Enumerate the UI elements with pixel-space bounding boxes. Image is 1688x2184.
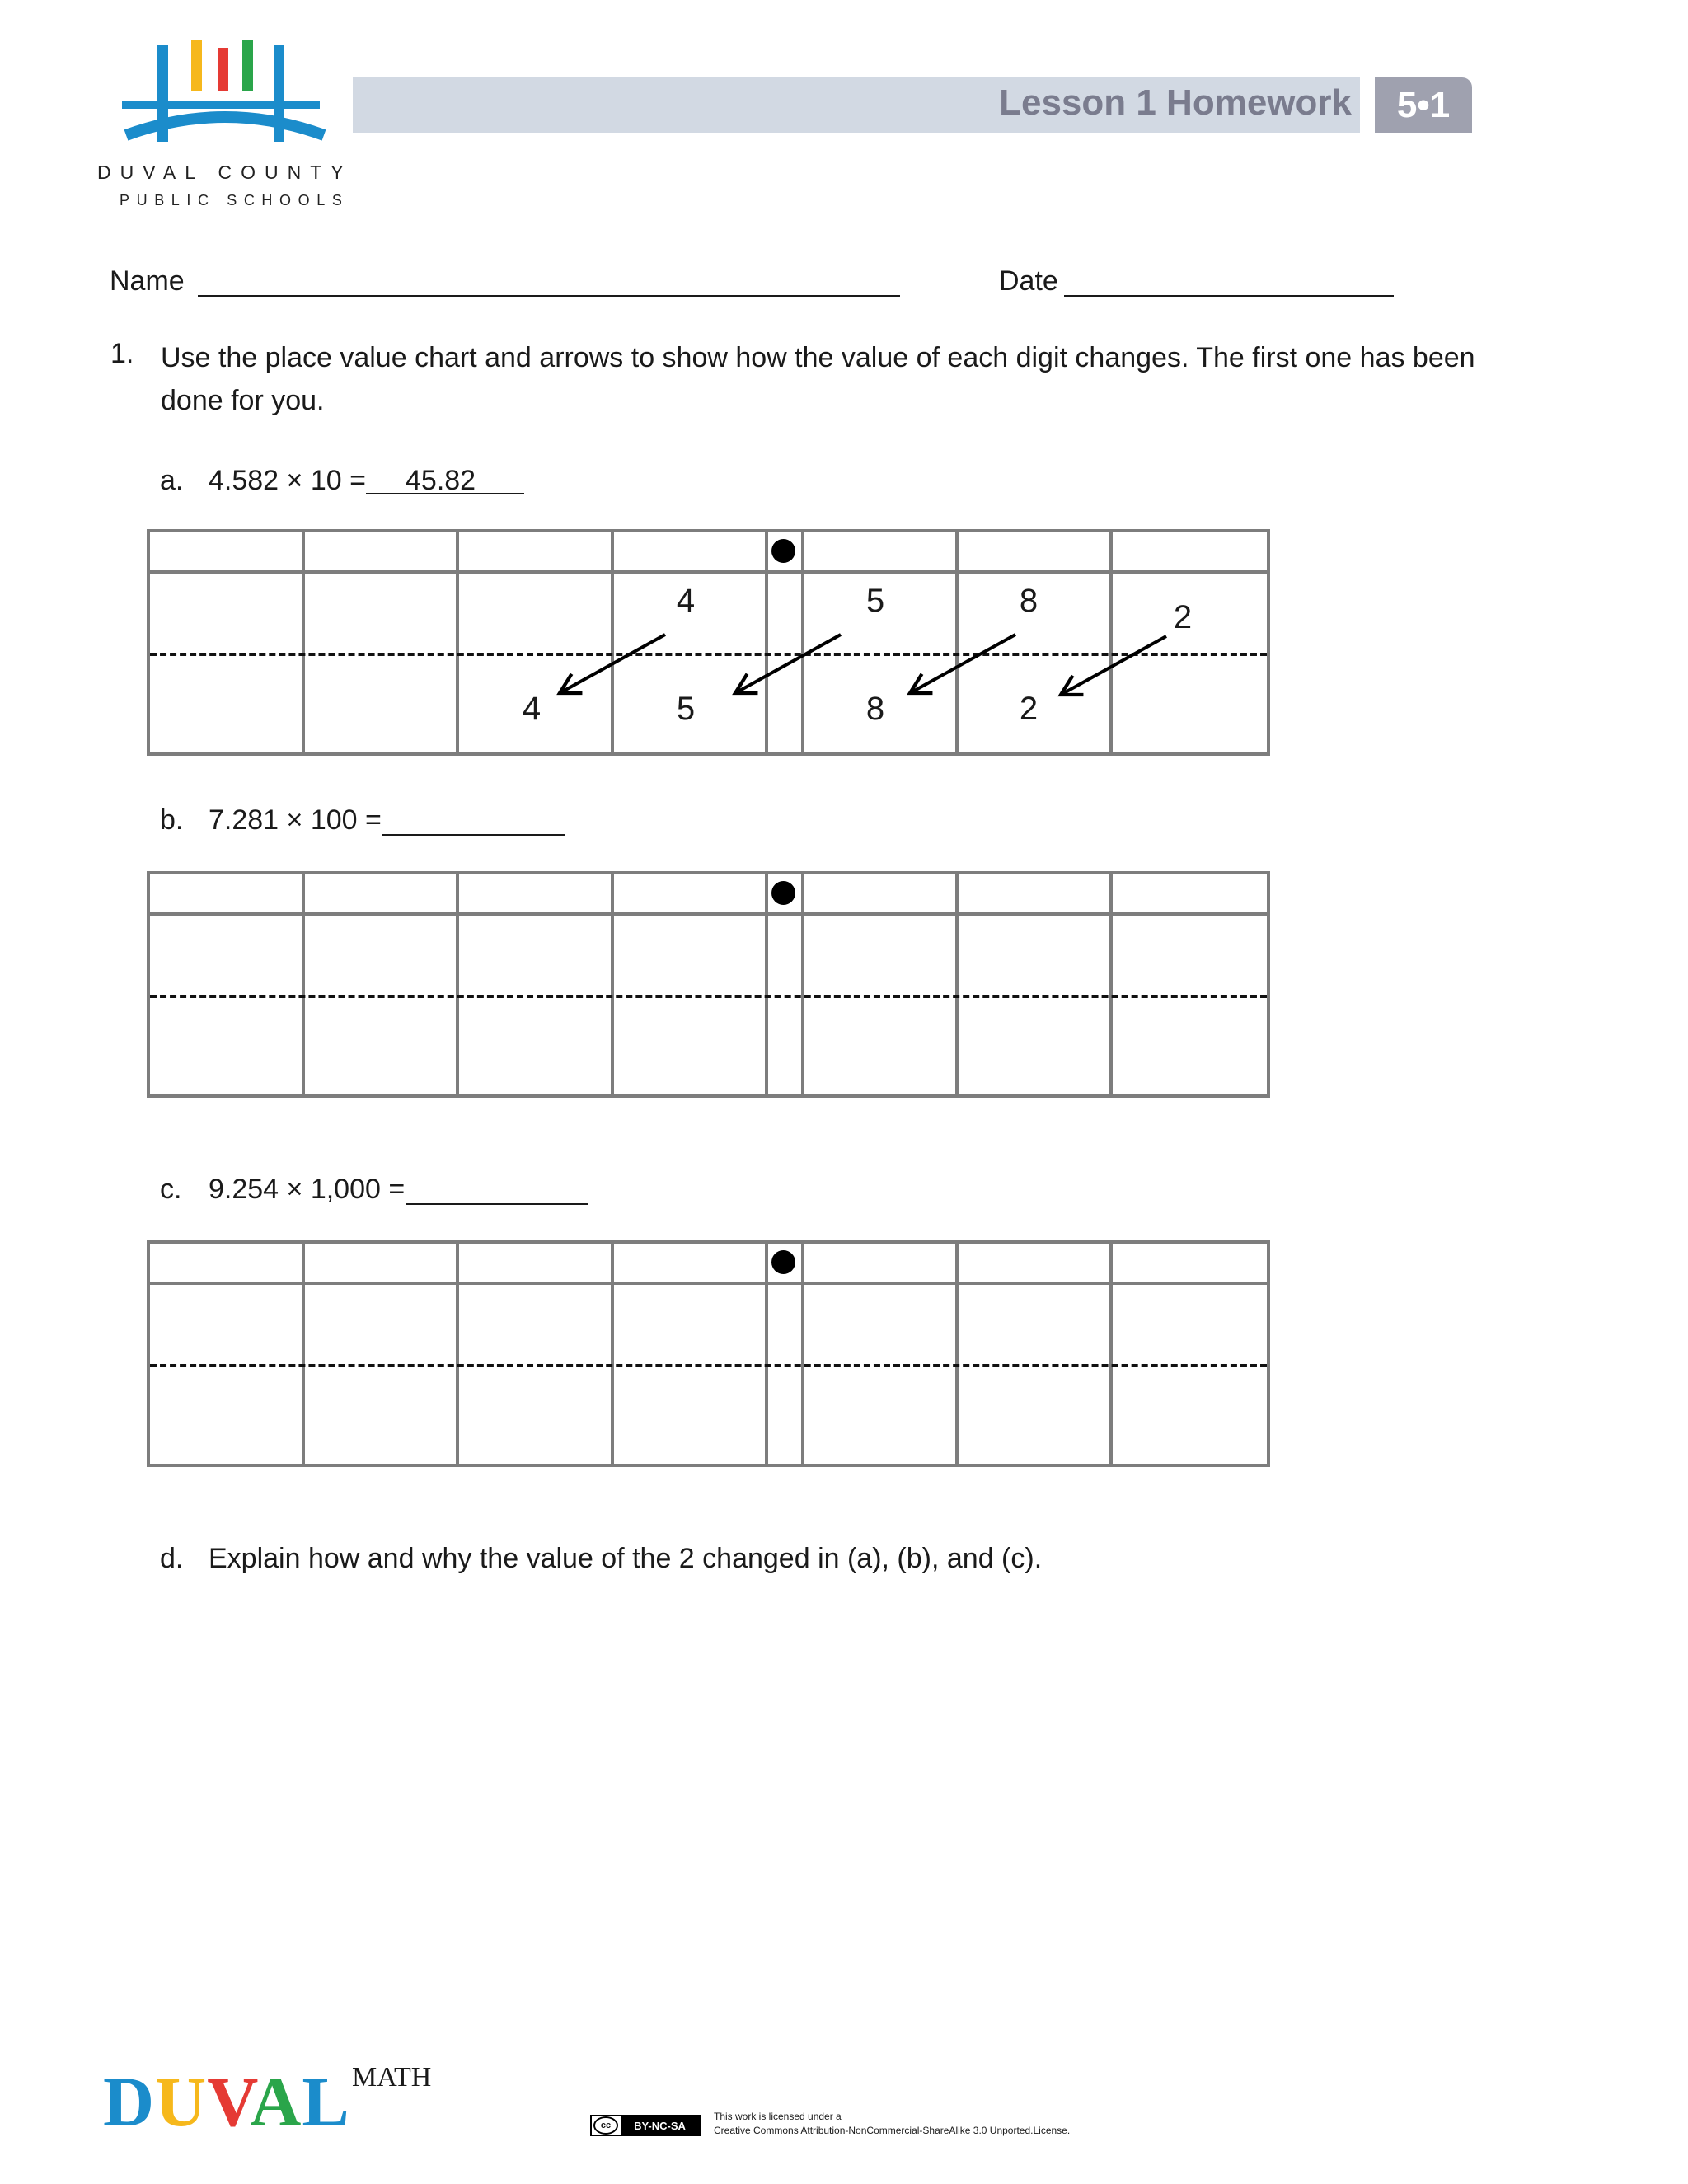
district-logo [122, 35, 328, 150]
place-value-chart-a [147, 529, 1270, 756]
duval-letter: V [207, 2062, 251, 2141]
part-c-answer-field[interactable] [406, 1203, 588, 1205]
cc-license-badge[interactable] [590, 2115, 701, 2136]
arrow-icon [910, 635, 1015, 693]
shift-arrows [150, 532, 1267, 752]
part-d-letter: d. [160, 1543, 184, 1574]
part-a-expression: 4.582 × 10 = [209, 465, 366, 496]
part-d-answer-area[interactable] [160, 1599, 1479, 1994]
part-c-letter: c. [160, 1174, 182, 1205]
question-text: Use the place value chart and arrows to show how the value of each digit changes. The first one has been done for you. [161, 342, 1475, 416]
org-subname: PUBLIC SCHOOLS [120, 192, 349, 209]
name-field[interactable] [198, 295, 900, 297]
original-digit: 5 [865, 583, 885, 619]
org-name: DUVAL COUNTY [97, 162, 353, 183]
license-text-line2[interactable]: Creative Commons Attribution-NonCommercial-ShareAlike 3.0 Unported.License. [714, 2125, 1071, 2136]
date-label: Date [999, 265, 1058, 297]
lesson-badge: 5•1 [1375, 77, 1472, 133]
cc-icon: cc [593, 2116, 618, 2135]
arrow-icon [735, 635, 841, 693]
date-field[interactable] [1064, 295, 1394, 297]
result-digit: 4 [522, 691, 542, 727]
duval-math-logo [103, 2060, 350, 2143]
lesson-title: Lesson 1 Homework [999, 82, 1352, 123]
part-b-expression: 7.281 × 100 = [209, 804, 382, 836]
result-digit: 2 [1019, 691, 1039, 727]
original-digit: 2 [1173, 599, 1193, 635]
place-value-chart-b [147, 871, 1270, 1098]
place-value-chart-c [147, 1240, 1270, 1467]
result-digit: 8 [865, 691, 885, 727]
duval-letter: D [103, 2062, 156, 2141]
original-digit: 8 [1019, 583, 1039, 619]
part-a-answer: 45.82 [406, 465, 476, 496]
dashed-divider [150, 1364, 1267, 1367]
decimal-point-icon [771, 1250, 795, 1274]
license-text-line1: This work is licensed under a [714, 2111, 842, 2122]
duval-letter: U [155, 2062, 208, 2141]
math-label: MATH [352, 2062, 432, 2093]
question-number: 1. [110, 338, 134, 369]
part-d-text: Explain how and why the value of the 2 changed in (a), (b), and (c). [209, 1543, 1043, 1574]
decimal-point-icon [771, 881, 795, 905]
cc-tag: BY-NC-SA [621, 2116, 699, 2135]
part-c-expression: 9.254 × 1,000 = [209, 1174, 406, 1205]
result-digit: 5 [676, 691, 696, 727]
dashed-divider [150, 995, 1267, 998]
part-b-answer-field[interactable] [382, 834, 565, 836]
part-a-letter: a. [160, 465, 184, 496]
name-label: Name [110, 265, 185, 297]
duval-letter: L [302, 2062, 350, 2141]
part-b-letter: b. [160, 804, 184, 836]
arrow-icon [1061, 636, 1166, 695]
original-digit: 4 [676, 583, 696, 619]
arrow-icon [560, 635, 665, 693]
duval-letter: A [250, 2062, 302, 2141]
